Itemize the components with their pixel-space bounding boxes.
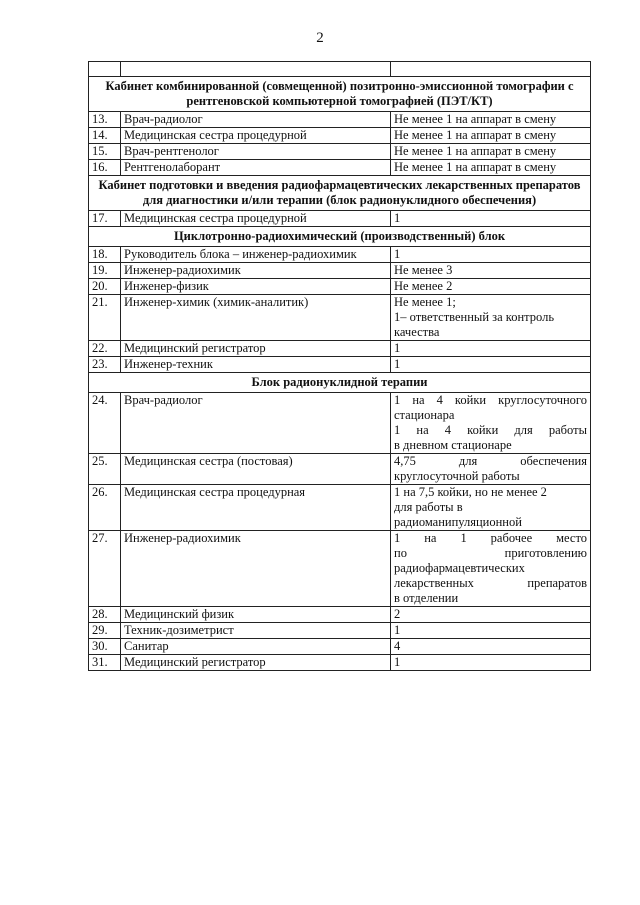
staffing-table (88, 61, 591, 671)
norm-line: круглосуточной работы (394, 469, 520, 483)
position-name: Медицинский регистратор (121, 341, 391, 357)
staffing-norm (391, 607, 591, 623)
section-header-row (89, 227, 591, 247)
row-number: 27. (89, 531, 121, 607)
staffing-norm (391, 263, 591, 279)
position-name: Врач-радиолог (121, 393, 391, 454)
norm-line: 1 (394, 357, 401, 371)
position-name: Санитар (121, 639, 391, 655)
row-number: 18. (89, 247, 121, 263)
norm-line: стационара (394, 408, 455, 422)
norm-line: Не менее 2 (394, 279, 453, 293)
section-title: Циклотронно-радиохимический (производственный) блок (89, 227, 591, 247)
table-header-row (89, 62, 591, 77)
header-cell (391, 62, 591, 77)
header-cell (89, 62, 121, 77)
position-name: Руководитель блока – инженер-радиохимик (121, 247, 391, 263)
staffing-norm (391, 247, 591, 263)
table-row (89, 263, 591, 279)
staffing-norm (391, 531, 591, 607)
position-name: Медицинская сестра процедурная (121, 485, 391, 531)
norm-line: Не менее 1 на аппарат в смену (394, 112, 557, 126)
norm-line: 1 (394, 247, 401, 261)
section-header-row (89, 176, 591, 211)
table-row (89, 607, 591, 623)
table-row (89, 341, 591, 357)
row-number: 24. (89, 393, 121, 454)
table-row (89, 357, 591, 373)
norm-line: радиофармацевтических (394, 561, 525, 575)
norm-line: 1 (394, 623, 401, 637)
norm-line: в отделении (394, 591, 459, 605)
norm-line: 1 (394, 341, 401, 355)
table-row (89, 623, 591, 639)
row-number: 19. (89, 263, 121, 279)
row-number: 22. (89, 341, 121, 357)
section-title: Кабинет комбинированной (совмещенной) позитронно-эмиссионной томографии с рентгеновской компьютерной томографией (ПЭТ/КТ) (89, 77, 591, 112)
position-name: Медицинская сестра процедурной (121, 128, 391, 144)
staffing-norm (391, 655, 591, 671)
norm-line: радиоманипуляционной (394, 515, 522, 529)
section-header-row (89, 373, 591, 393)
row-number: 17. (89, 211, 121, 227)
staffing-norm (391, 454, 591, 485)
norm-line: 4,75 для обеспечения (394, 454, 587, 468)
position-name: Медицинский физик (121, 607, 391, 623)
table-row (89, 211, 591, 227)
staffing-norm (391, 623, 591, 639)
table-row (89, 655, 591, 671)
norm-line: 1 на 7,5 койки, но не менее 2 (394, 485, 547, 499)
section-title: Блок радионуклидной терапии (89, 373, 591, 393)
row-number: 31. (89, 655, 121, 671)
position-name: Инженер-химик (химик-аналитик) (121, 295, 391, 341)
position-name: Инженер-радиохимик (121, 263, 391, 279)
staffing-norm (391, 639, 591, 655)
row-number: 15. (89, 144, 121, 160)
norm-line: 1 на 1 рабочее место (394, 531, 587, 545)
table-row (89, 485, 591, 531)
norm-line: качества (394, 325, 440, 339)
table-row (89, 639, 591, 655)
norm-line: Не менее 1 на аппарат в смену (394, 144, 557, 158)
position-name: Инженер-техник (121, 357, 391, 373)
table-row (89, 295, 591, 341)
staffing-norm (391, 211, 591, 227)
table-row (89, 279, 591, 295)
staffing-norm (391, 393, 591, 454)
norm-line: в дневном стационаре (394, 438, 512, 452)
row-number: 26. (89, 485, 121, 531)
page-number: 2 (316, 30, 324, 46)
position-name: Рентгенолаборант (121, 160, 391, 176)
staffing-norm (391, 144, 591, 160)
table-row (89, 454, 591, 485)
position-name: Врач-рентгенолог (121, 144, 391, 160)
position-name: Медицинская сестра (постовая) (121, 454, 391, 485)
position-name: Инженер-физик (121, 279, 391, 295)
norm-line: 1– ответственный за контроль (394, 310, 555, 324)
position-name: Инженер-радиохимик (121, 531, 391, 607)
position-name: Врач-радиолог (121, 112, 391, 128)
staffing-norm (391, 485, 591, 531)
norm-line: 1 (394, 655, 401, 669)
staffing-norm (391, 295, 591, 341)
norm-line: Не менее 1 на аппарат в смену (394, 160, 557, 174)
staffing-norm (391, 357, 591, 373)
row-number: 29. (89, 623, 121, 639)
norm-line: для работы в (394, 500, 463, 514)
row-number: 25. (89, 454, 121, 485)
position-name: Медицинская сестра процедурной (121, 211, 391, 227)
table-row (89, 112, 591, 128)
norm-line: лекарственных препаратов (394, 576, 587, 590)
staffing-norm (391, 128, 591, 144)
row-number: 14. (89, 128, 121, 144)
staffing-norm (391, 279, 591, 295)
row-number: 13. (89, 112, 121, 128)
table-row (89, 128, 591, 144)
norm-line: 1 на 4 койки для работы (394, 423, 587, 437)
row-number: 28. (89, 607, 121, 623)
table-row (89, 531, 591, 607)
row-number: 21. (89, 295, 121, 341)
norm-line: Не менее 1; (394, 295, 456, 309)
row-number: 23. (89, 357, 121, 373)
norm-line: 1 на 4 койки круглосуточного (394, 393, 587, 407)
norm-line: Не менее 3 (394, 263, 453, 277)
position-name: Техник-дозиметрист (121, 623, 391, 639)
header-cell (121, 62, 391, 77)
section-title: Кабинет подготовки и введения радиофармацевтических лекарственных препаратов для диагностики и/или терапии (блок радионуклидного обеспечения) (89, 176, 591, 211)
norm-line: по приготовлению (394, 546, 587, 560)
table-row (89, 160, 591, 176)
section-header-row (89, 77, 591, 112)
table-row (89, 393, 591, 454)
staffing-norm (391, 341, 591, 357)
norm-line: 2 (394, 607, 401, 621)
norm-line: 1 (394, 211, 401, 225)
position-name: Медицинский регистратор (121, 655, 391, 671)
row-number: 20. (89, 279, 121, 295)
table-row (89, 247, 591, 263)
staffing-norm (391, 112, 591, 128)
staffing-norm (391, 160, 591, 176)
table-row (89, 144, 591, 160)
row-number: 16. (89, 160, 121, 176)
norm-line: Не менее 1 на аппарат в смену (394, 128, 557, 142)
norm-line: 4 (394, 639, 401, 653)
row-number: 30. (89, 639, 121, 655)
